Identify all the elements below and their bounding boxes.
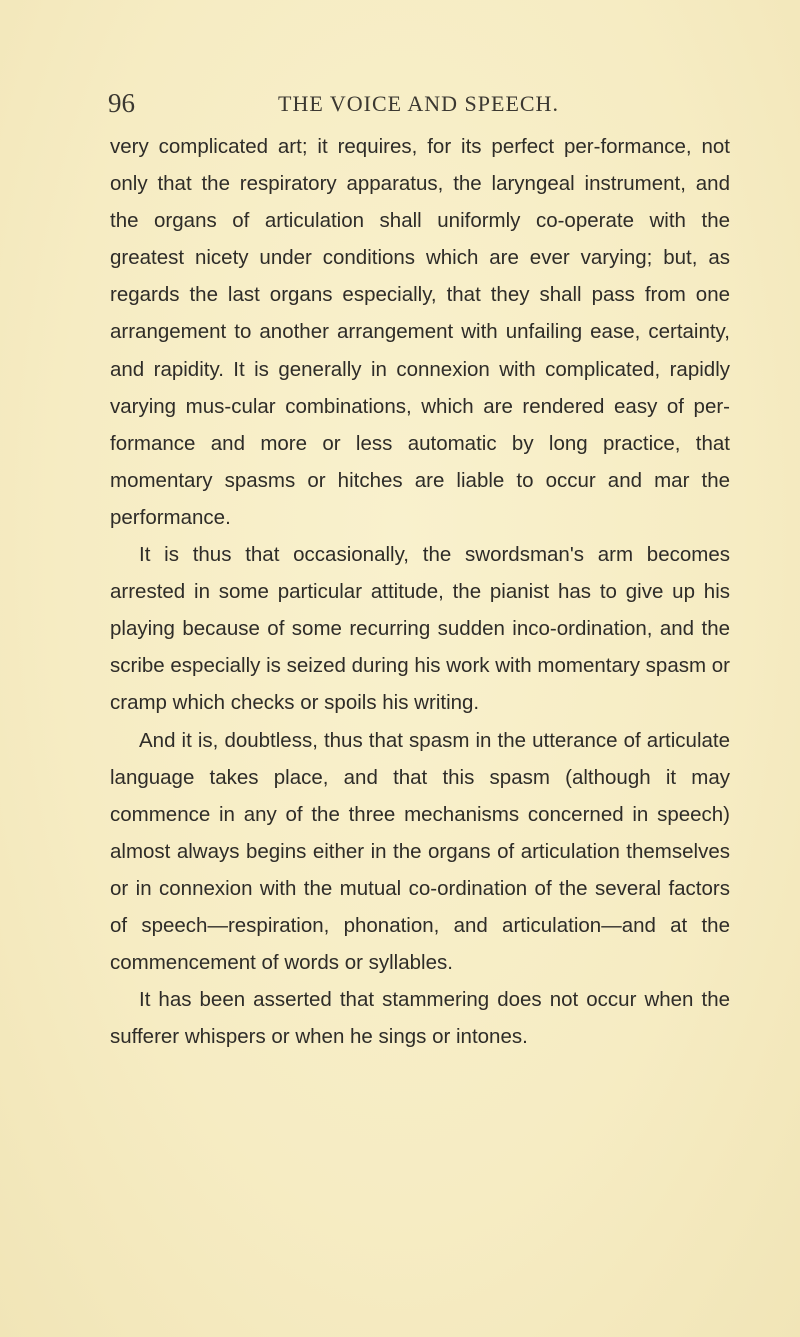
paragraph: And it is, doubtless, thus that spasm in the utterance of articulate language takes place, and that this spasm (although it may commence in any of the three mechanisms concerned in speech) almost always begins either in the organs of articulation themselves or in connexion with the mutual co-ordination of the several factors of speech—respiration, phonation, and articulation—and at the commencement of words or syllables. [110, 728, 730, 975]
paragraph: It has been asserted that stammering does not occur when the sufferer whispers or when he sings or intones. [110, 988, 730, 1049]
running-head: THE VOICE AND SPEECH. [278, 91, 559, 116]
paragraph: It is thus that occasionally, the swordsman's arm becomes arrested in some particular attitude, the pianist has to give up his playing because of some recurring sudden inco-ordination, and the scribe especially is seized during his work with momentary spasm or cramp which checks or spoils his writing. [110, 543, 730, 715]
page-header [108, 88, 728, 122]
page-number: 96 [108, 88, 135, 118]
paragraph: very complicated art; it requires, for its perfect per-formance, not only that the respiratory apparatus, the laryngeal instrument, and the organs of articulation shall uniformly co-operate with the greatest nicety under conditions which are ever varying; but, as regards the last organs especially, that they shall pass from one arrangement to another arrangement with unfailing ease, certainty, and rapidity. It is generally in connexion with complicated, rapidly varying mus-cular combinations, which are rendered easy of per-formance and more or less automatic by long practice, that momentary spasms or hitches are liable to occur and mar the performance. [110, 135, 730, 529]
body-text [110, 128, 730, 1055]
